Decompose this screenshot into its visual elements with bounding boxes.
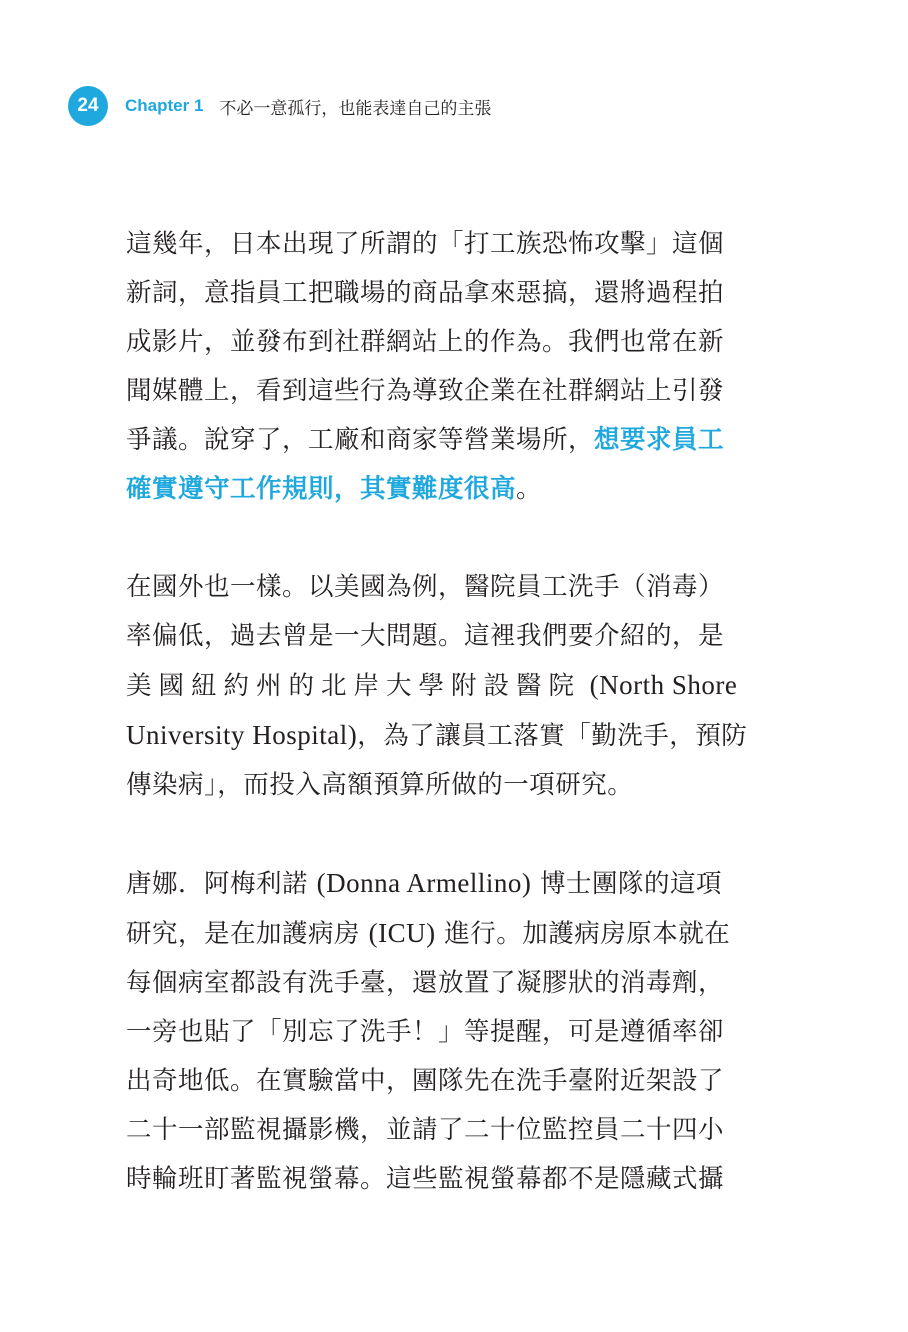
p2-line-2: 率偏低，過去曾是一大問題。這裡我們要介紹的，是 [126, 621, 725, 651]
p1-line-2: 新詞，意指員工把職場的商品拿來惡搞，還將過程拍 [126, 278, 725, 308]
p1-line-3: 成影片，並發布到社群網站上的作為。我們也常在新 [126, 327, 725, 357]
p2-line-3: 美國紐約州的北岸大學附設醫院 [126, 671, 582, 701]
p1-line-6-end: 。 [516, 474, 543, 504]
page-number-badge [68, 86, 108, 126]
body-text [126, 220, 776, 1253]
p3-line-2b: 進行。加護病房原本就在 [444, 919, 731, 949]
chapter-title: 不必一意孤行，也能表達自己的主張 [219, 98, 492, 119]
p3-line-3: 每個病室都設有洗手臺，還放置了凝膠狀的消毒劑， [126, 968, 725, 998]
running-header [68, 86, 491, 126]
p3-line-2-latin: (ICU) [368, 918, 436, 948]
p3-line-5: 出奇地低。在實驗當中，團隊先在洗手臺附近架設了 [126, 1066, 725, 1096]
p1-highlight-2: 確實遵守工作規則，其實難度很高 [126, 474, 517, 504]
p3-line-4: 一旁也貼了「別忘了洗手！」等提醒，可是遵循率卻 [126, 1017, 725, 1047]
page-number: 24 [77, 95, 99, 116]
p1-line-4: 聞媒體上，看到這些行為導致企業在社群網站上引發 [126, 376, 725, 406]
p2-line-1: 在國外也一樣。以美國為例，醫院員工洗手（消毒） [126, 572, 725, 602]
p3-line-1-latin: (Donna Armellino) [316, 868, 532, 898]
p3-line-1a: 唐娜．阿梅利諾 [126, 869, 309, 899]
paragraph-3 [126, 859, 776, 1204]
p1-highlight-1: 想要求員工 [594, 425, 725, 455]
p2-line-3-latin: (North Shore [589, 670, 738, 700]
paragraph-1 [126, 220, 776, 514]
paragraph-2 [126, 563, 776, 810]
p3-line-7: 時輪班盯著監視螢幕。這些監視螢幕都不是隱藏式攝 [126, 1164, 725, 1194]
p2-line-5: 傳染病」，而投入高額預算所做的一項研究。 [126, 770, 634, 800]
p2-line-4-latin: University Hospital) [126, 720, 358, 750]
p3-line-6: 二十一部監視攝影機，並請了二十位監控員二十四小 [126, 1115, 725, 1145]
p3-line-2a: 研究，是在加護病房 [126, 919, 361, 949]
p1-line-5: 爭議。說穿了，工廠和商家等營業場所， [126, 425, 595, 455]
p3-line-1b: 博士團隊的這項 [539, 869, 722, 899]
p2-line-4: ，為了讓員工落實「勤洗手，預防 [357, 721, 748, 751]
chapter-label: Chapter 1 [125, 96, 204, 115]
p1-line-1: 這幾年，日本出現了所謂的「打工族恐怖攻擊」這個 [126, 229, 725, 259]
